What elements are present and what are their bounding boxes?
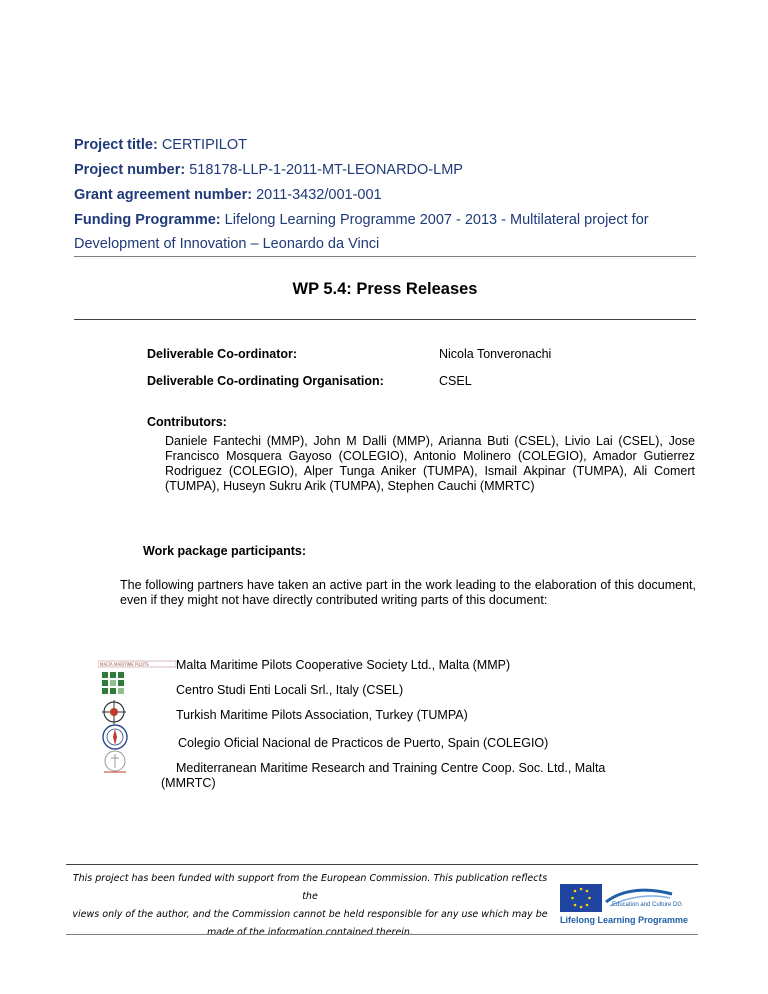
grant-agreement-value: 2011-3432/001-001	[256, 187, 382, 203]
funding-programme-line-2	[74, 235, 379, 253]
footer-bottom-divider	[66, 934, 698, 935]
funding-programme-value: Lifelong Learning Programme 2007 - 2013 - Multilateral project for	[224, 212, 649, 228]
project-title-value: CERTIPILOT	[161, 137, 247, 153]
participants-intro: The following partners have taken an active part in the work leading to the elaboration of this document, even if they might not have directly contributed writing parts of this document:	[120, 578, 696, 607]
document-title: WP 5.4: Press Releases	[292, 280, 478, 298]
project-title-line	[74, 136, 247, 154]
grant-agreement-line	[74, 186, 382, 204]
partner-mmrtc-line2: (MMRTC)	[161, 776, 216, 790]
contributors-label: Contributors:	[147, 415, 227, 429]
organisation-value: CSEL	[439, 374, 472, 388]
footer-disclaimer	[70, 870, 550, 942]
eu-flag-icon	[560, 884, 602, 912]
footer-line-3: made of the information contained therein.	[207, 927, 413, 938]
tumpa-logo-icon	[100, 699, 128, 725]
funding-programme-line	[74, 211, 649, 229]
project-title-label: Project title:	[74, 137, 158, 153]
divider-title	[74, 319, 696, 320]
project-number-value: 518178-LLP-1-2011-MT-LEONARDO-LMP	[189, 162, 463, 178]
divider-top	[74, 256, 696, 257]
funding-programme-label: Funding Programme:	[74, 212, 221, 228]
project-number-label: Project number:	[74, 162, 186, 178]
partner-tumpa: Turkish Maritime Pilots Association, Turkey (TUMPA)	[176, 708, 468, 722]
llp-dg-caption: Education and Culture DG	[612, 902, 683, 908]
participants-label: Work package participants:	[143, 544, 307, 558]
partner-mmrtc: Mediterranean Maritime Research and Training Centre Coop. Soc. Ltd., Malta	[176, 761, 606, 775]
organisation-label: Deliverable Co-ordinating Organisation:	[147, 374, 384, 388]
mmrtc-logo-icon	[100, 748, 130, 774]
contributors-text: Daniele Fantechi (MMP), John M Dalli (MMP), Arianna Buti (CSEL), Livio Lai (CSEL), Jose Francisco Mosquera Gayoso (COLEGIO), Antonio Molinero (COLEGIO), Amador Gutierrez Rodriguez (COLEGIO), Alper Tunga Aniker (TUMPA), Ismail Akpinar (TUMPA), Ali Comert (TUMPA), Huseyn Sukru Arik (TUMPA), Stephen Cauchi (MMRTC)	[165, 434, 695, 493]
svg-text:MALTA MARITIME PILOTS: MALTA MARITIME PILOTS	[100, 662, 149, 667]
funding-programme-value-2: Development of Innovation – Leonardo da Vinci	[74, 236, 380, 252]
footer-line-1: This project has been funded with support from the European Commission. This publication reflects the	[72, 873, 548, 902]
grant-agreement-label: Grant agreement number:	[74, 187, 253, 203]
csel-logo-icon	[100, 670, 128, 696]
coordinator-label: Deliverable Co-ordinator:	[147, 347, 298, 361]
partner-mmp: Malta Maritime Pilots Cooperative Society Ltd., Malta (MMP)	[176, 658, 511, 672]
partner-csel: Centro Studi Enti Locali Srl., Italy (CSEL)	[176, 683, 404, 697]
footer-line-2: views only of the author, and the Commission cannot be held responsible for any use which may be	[72, 909, 548, 920]
footer-divider	[66, 864, 698, 865]
project-number-line	[74, 161, 463, 179]
partner-colegio: Colegio Oficial Nacional de Practicos de Puerto, Spain (COLEGIO)	[178, 736, 549, 750]
llp-caption: Lifelong Learning Programme	[560, 915, 689, 925]
colegio-logo-icon	[100, 723, 130, 751]
coordinator-value: Nicola Tonveronachi	[439, 347, 552, 361]
